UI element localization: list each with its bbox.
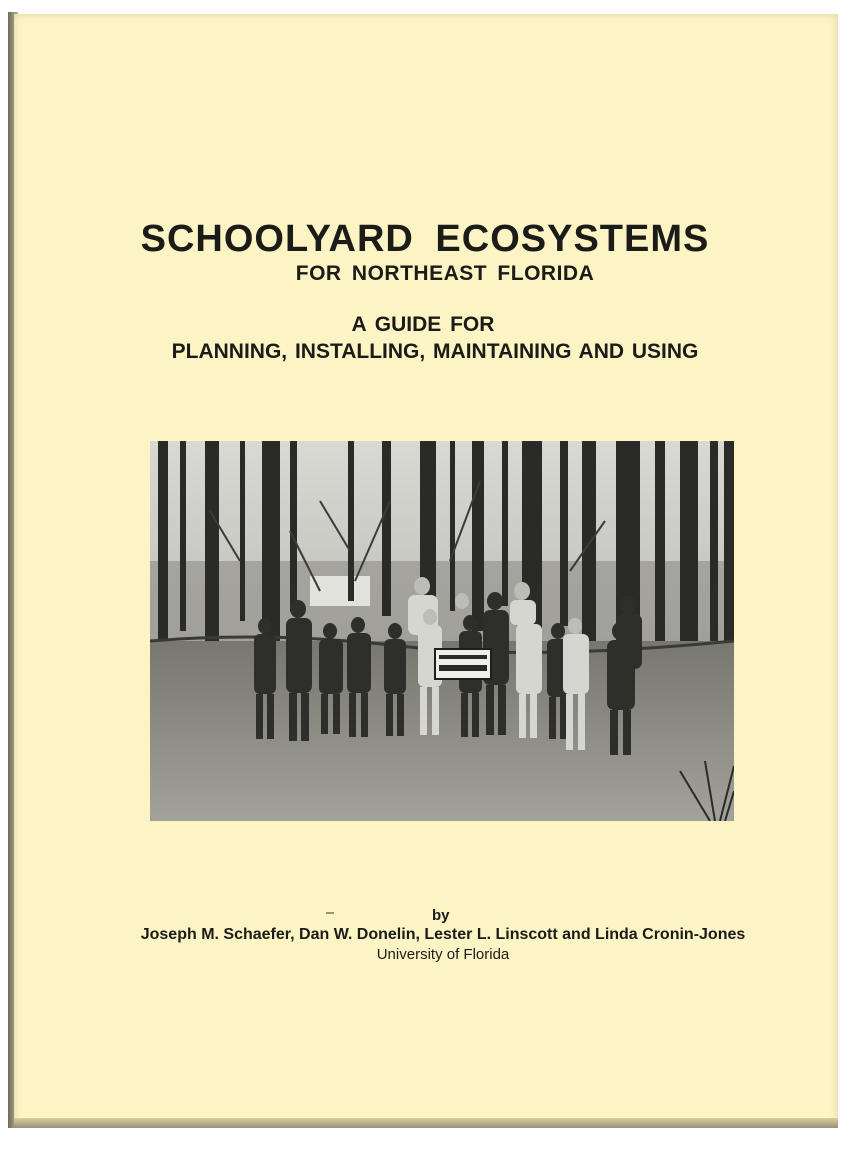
byline-by: by bbox=[432, 907, 450, 924]
paper-speck bbox=[326, 912, 334, 914]
scan-margin-top bbox=[0, 0, 850, 12]
cover-subtitle: FOR NORTHEAST FLORIDA bbox=[295, 262, 595, 285]
cover-title: SCHOOLYARD ECOSYSTEMS bbox=[140, 218, 710, 260]
author-list: Joseph M. Schaefer, Dan W. Donelin, Lester L. Linscott and Linda Cronin-Jones bbox=[140, 926, 746, 943]
guide-line-2: PLANNING, INSTALLING, MAINTAINING AND USING bbox=[171, 340, 699, 363]
author-affiliation: University of Florida bbox=[376, 946, 510, 963]
cover-photo bbox=[150, 441, 734, 821]
guide-line-1: A GUIDE FOR bbox=[351, 313, 495, 336]
scan-margin-bottom bbox=[0, 1128, 850, 1169]
photo-sign bbox=[435, 649, 491, 679]
